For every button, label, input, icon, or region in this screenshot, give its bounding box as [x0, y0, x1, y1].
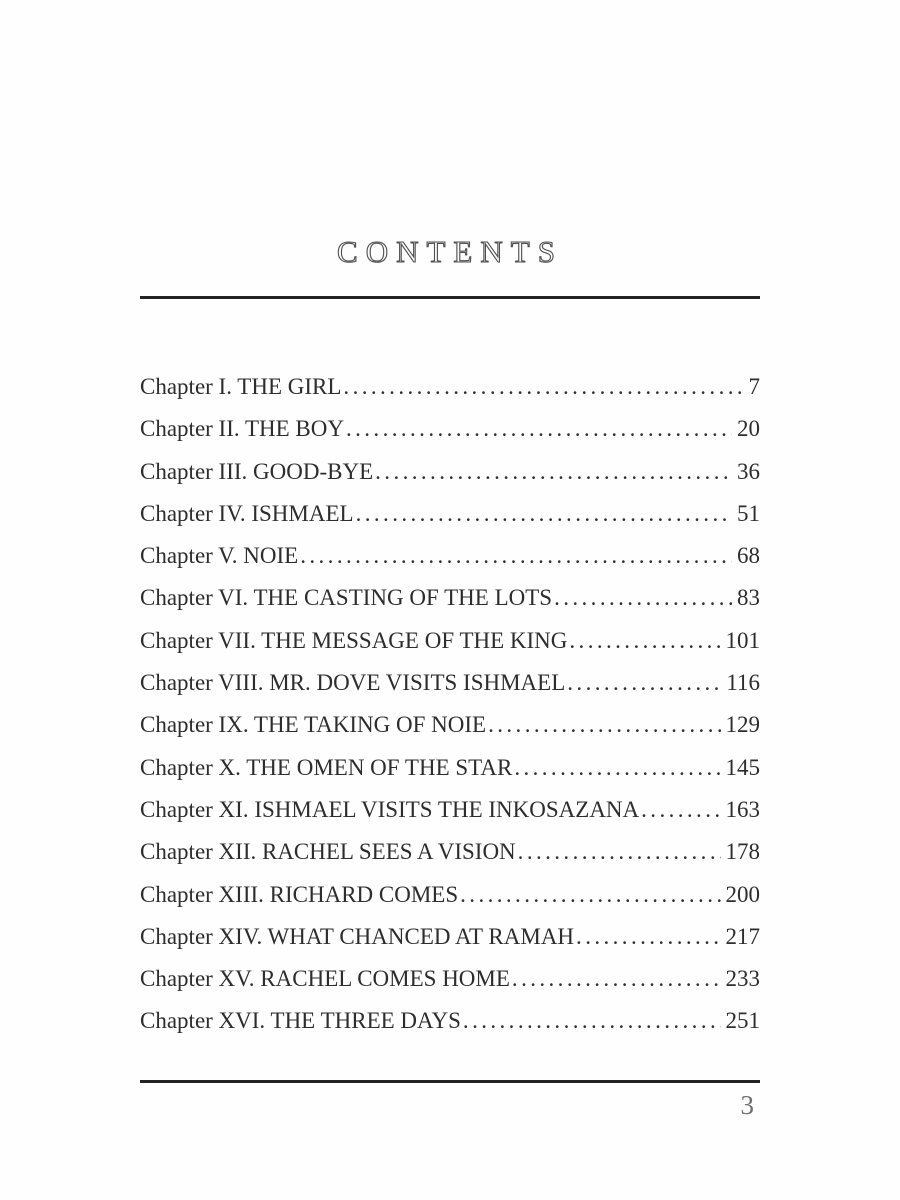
toc-entry-page: 200	[725, 881, 760, 907]
toc-entry-page: 178	[725, 839, 760, 865]
toc-entry-page: 129	[725, 712, 760, 738]
toc-entry	[140, 1000, 760, 1042]
toc-entry	[140, 577, 760, 619]
toc-entry-page: 116	[726, 670, 760, 696]
dot-leader	[512, 747, 720, 789]
toc-entry-label: Chapter VIII. MR. DOVE VISITS ISHMAEL	[140, 670, 566, 696]
dot-leader	[552, 577, 732, 619]
page-number: 3	[740, 1090, 754, 1120]
page-title: CONTENTS	[337, 234, 563, 269]
toc-entry-label: Chapter XII. RACHEL SEES A VISION	[140, 839, 516, 865]
dot-leader	[565, 662, 721, 704]
toc-entry	[140, 958, 760, 1000]
toc-entry-page: 233	[725, 966, 760, 992]
toc-entry-label: Chapter XIII. RICHARD COMES	[140, 881, 459, 907]
bottom-rule	[140, 1080, 760, 1083]
toc-entry-label: Chapter XV. RACHEL COMES HOME	[140, 966, 510, 992]
toc-entry-page: 163	[725, 796, 760, 822]
dot-leader	[574, 916, 720, 958]
toc-entry-label: Chapter XVI. THE THREE DAYS	[140, 1008, 461, 1034]
toc-list	[140, 366, 760, 1043]
dot-leader	[516, 831, 721, 873]
toc-entry	[140, 366, 760, 408]
dot-leader	[341, 366, 743, 408]
dot-leader	[298, 535, 732, 577]
toc-entry	[140, 874, 760, 916]
dot-leader	[373, 451, 732, 493]
toc-entry-page: 145	[725, 754, 760, 780]
toc-entry-label: Chapter IX. THE TAKING OF NOIE	[140, 712, 487, 738]
toc-entry-label: Chapter XIV. WHAT CHANCED AT RAMAH	[140, 923, 575, 949]
dot-leader	[344, 408, 732, 450]
toc-entry	[140, 408, 760, 450]
toc-entry	[140, 831, 760, 873]
toc-entry-page: 83	[737, 585, 760, 611]
toc-entry-page: 36	[737, 458, 760, 484]
toc-entry-label: Chapter III. GOOD-BYE	[140, 458, 374, 484]
dot-leader	[510, 958, 721, 1000]
top-rule	[140, 296, 760, 299]
toc-entry	[140, 704, 760, 746]
toc-entry	[140, 662, 760, 704]
toc-entry	[140, 916, 760, 958]
toc-entry	[140, 451, 760, 493]
toc-entry-page: 20	[737, 416, 760, 442]
toc-entry-label: Chapter VII. THE MESSAGE OF THE KING	[140, 627, 568, 653]
toc-entry-page: 7	[748, 374, 760, 399]
toc-entry-page: 101	[725, 627, 760, 653]
dot-leader	[486, 704, 720, 746]
toc-entry-label: Chapter IV. ISHMAEL	[140, 500, 354, 526]
toc-entry-label: Chapter I. THE GIRL	[140, 374, 342, 399]
toc-entry-page: 51	[737, 500, 760, 526]
toc-entry-label: Chapter VI. THE CASTING OF THE LOTS	[140, 585, 553, 611]
dot-leader	[354, 493, 732, 535]
toc-entry	[140, 493, 760, 535]
toc-entry	[140, 620, 760, 662]
dot-leader	[461, 1000, 721, 1042]
toc-entry-page: 68	[737, 543, 760, 569]
dot-leader	[458, 874, 720, 916]
toc-entry-label: Chapter X. THE OMEN OF THE STAR	[140, 754, 513, 780]
toc-entry-page: 251	[725, 1008, 760, 1034]
toc-entry-label: Chapter V. NOIE	[140, 543, 299, 569]
toc-entry	[140, 747, 760, 789]
toc-entry-label: Chapter XI. ISHMAEL VISITS THE INKOSAZANA	[140, 796, 640, 822]
dot-leader	[567, 620, 720, 662]
toc-entry-page: 217	[725, 923, 760, 949]
toc-entry-label: Chapter II. THE BOY	[140, 416, 344, 442]
toc-entry	[140, 789, 760, 831]
dot-leader	[639, 789, 720, 831]
toc-entry	[140, 535, 760, 577]
